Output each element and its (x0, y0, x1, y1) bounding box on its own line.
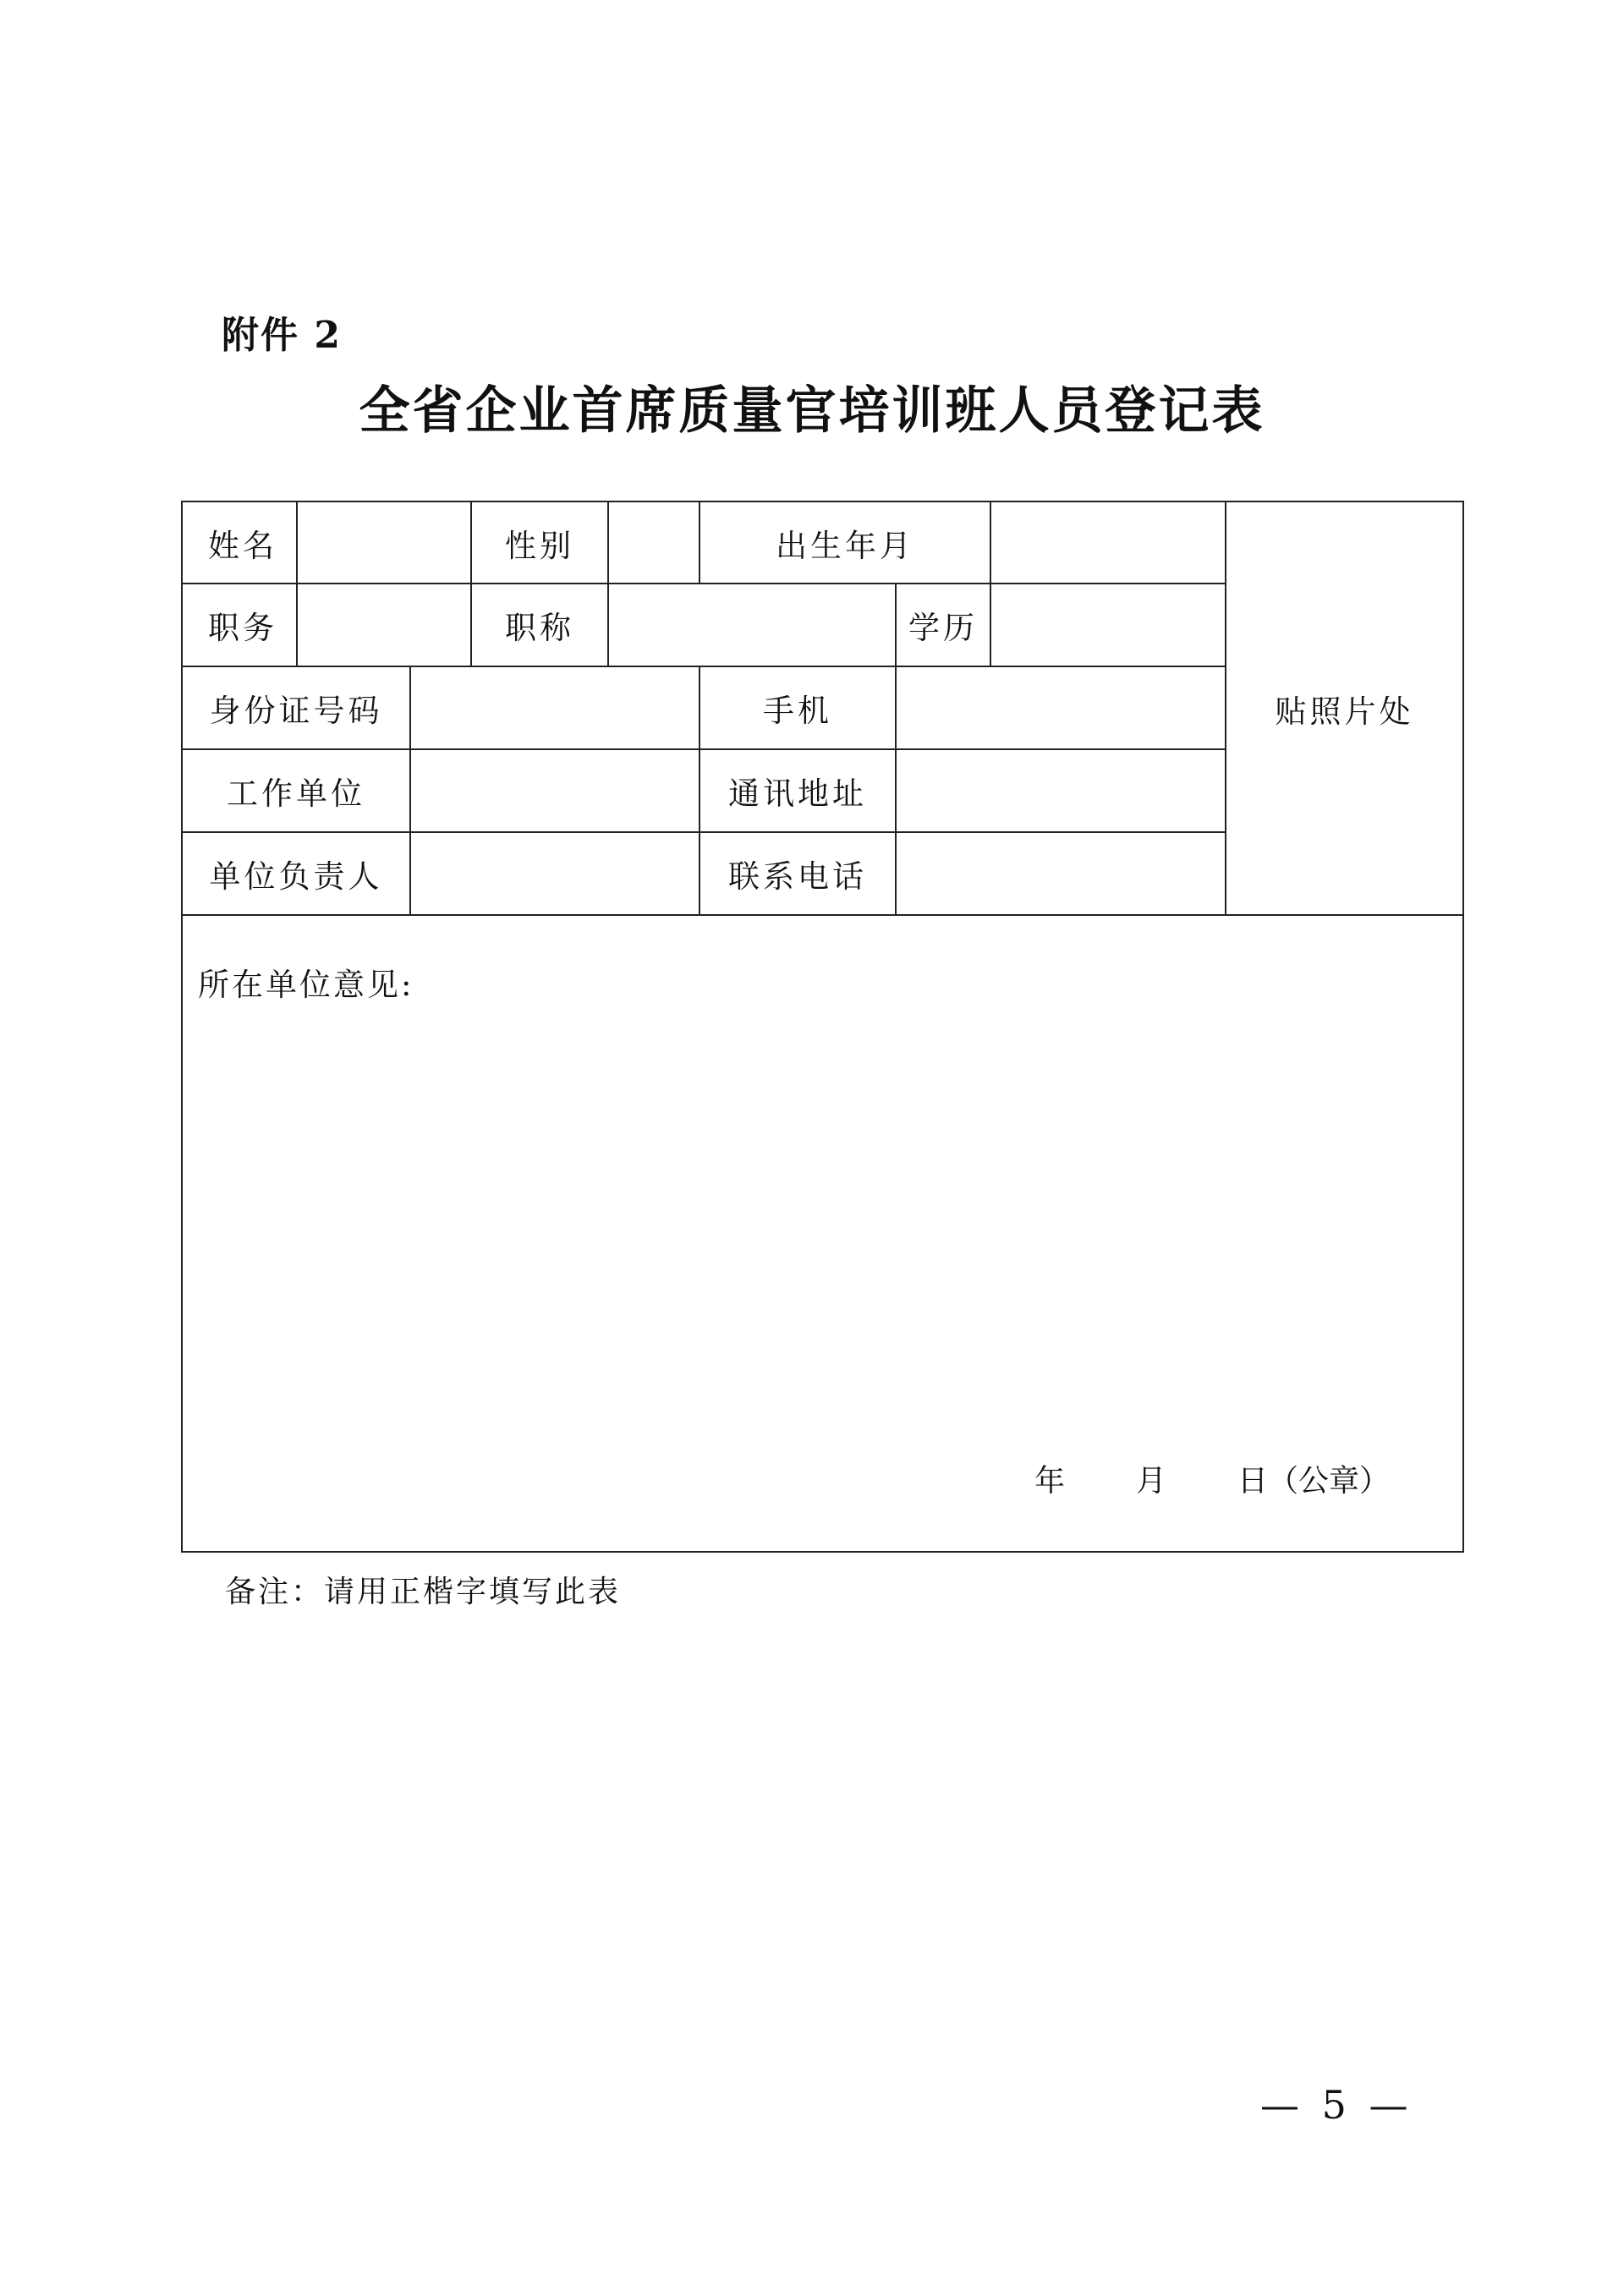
address-field[interactable] (897, 750, 1226, 833)
birth-label: 出生年月 (700, 502, 991, 584)
education-label: 学历 (897, 584, 991, 667)
professional-title-field[interactable] (609, 584, 897, 667)
unit-opinion-area[interactable] (183, 916, 1462, 1551)
registration-form (181, 501, 1464, 1553)
photo-area[interactable]: 贴照片处 (1226, 502, 1462, 916)
unit-opinion-label: 所在单位意见: (198, 967, 414, 1003)
gender-label: 性别 (472, 502, 609, 584)
date-seal-line (1034, 1457, 1390, 1500)
footnote: 备注：请用正楷字填写此表 (225, 1575, 622, 1609)
attachment-label: 附件 2 (222, 314, 342, 357)
name-label: 姓名 (183, 502, 298, 584)
month-label: 月 (1135, 1464, 1166, 1499)
birth-field[interactable] (991, 502, 1226, 584)
position-label: 职务 (183, 584, 298, 667)
page-number: — 5 — (1260, 2082, 1413, 2128)
day-seal-label: 日（公章） (1237, 1464, 1390, 1499)
id-number-label: 身份证号码 (183, 667, 411, 750)
professional-title-label: 职称 (472, 584, 609, 667)
contact-phone-label: 联系电话 (700, 833, 897, 916)
contact-phone-field[interactable] (897, 833, 1226, 916)
mobile-label: 手机 (700, 667, 897, 750)
unit-head-label: 单位负责人 (183, 833, 411, 916)
form-title: 全省企业首席质量官培训班人员登记表 (359, 381, 1265, 441)
position-field[interactable] (298, 584, 472, 667)
id-number-field[interactable] (411, 667, 700, 750)
unit-head-field[interactable] (411, 833, 700, 916)
gender-field[interactable] (609, 502, 700, 584)
year-label: 年 (1034, 1464, 1065, 1499)
employer-label: 工作单位 (183, 750, 411, 833)
address-label: 通讯地址 (700, 750, 897, 833)
mobile-field[interactable] (897, 667, 1226, 750)
employer-field[interactable] (411, 750, 700, 833)
name-field[interactable] (298, 502, 472, 584)
education-field[interactable] (991, 584, 1226, 667)
